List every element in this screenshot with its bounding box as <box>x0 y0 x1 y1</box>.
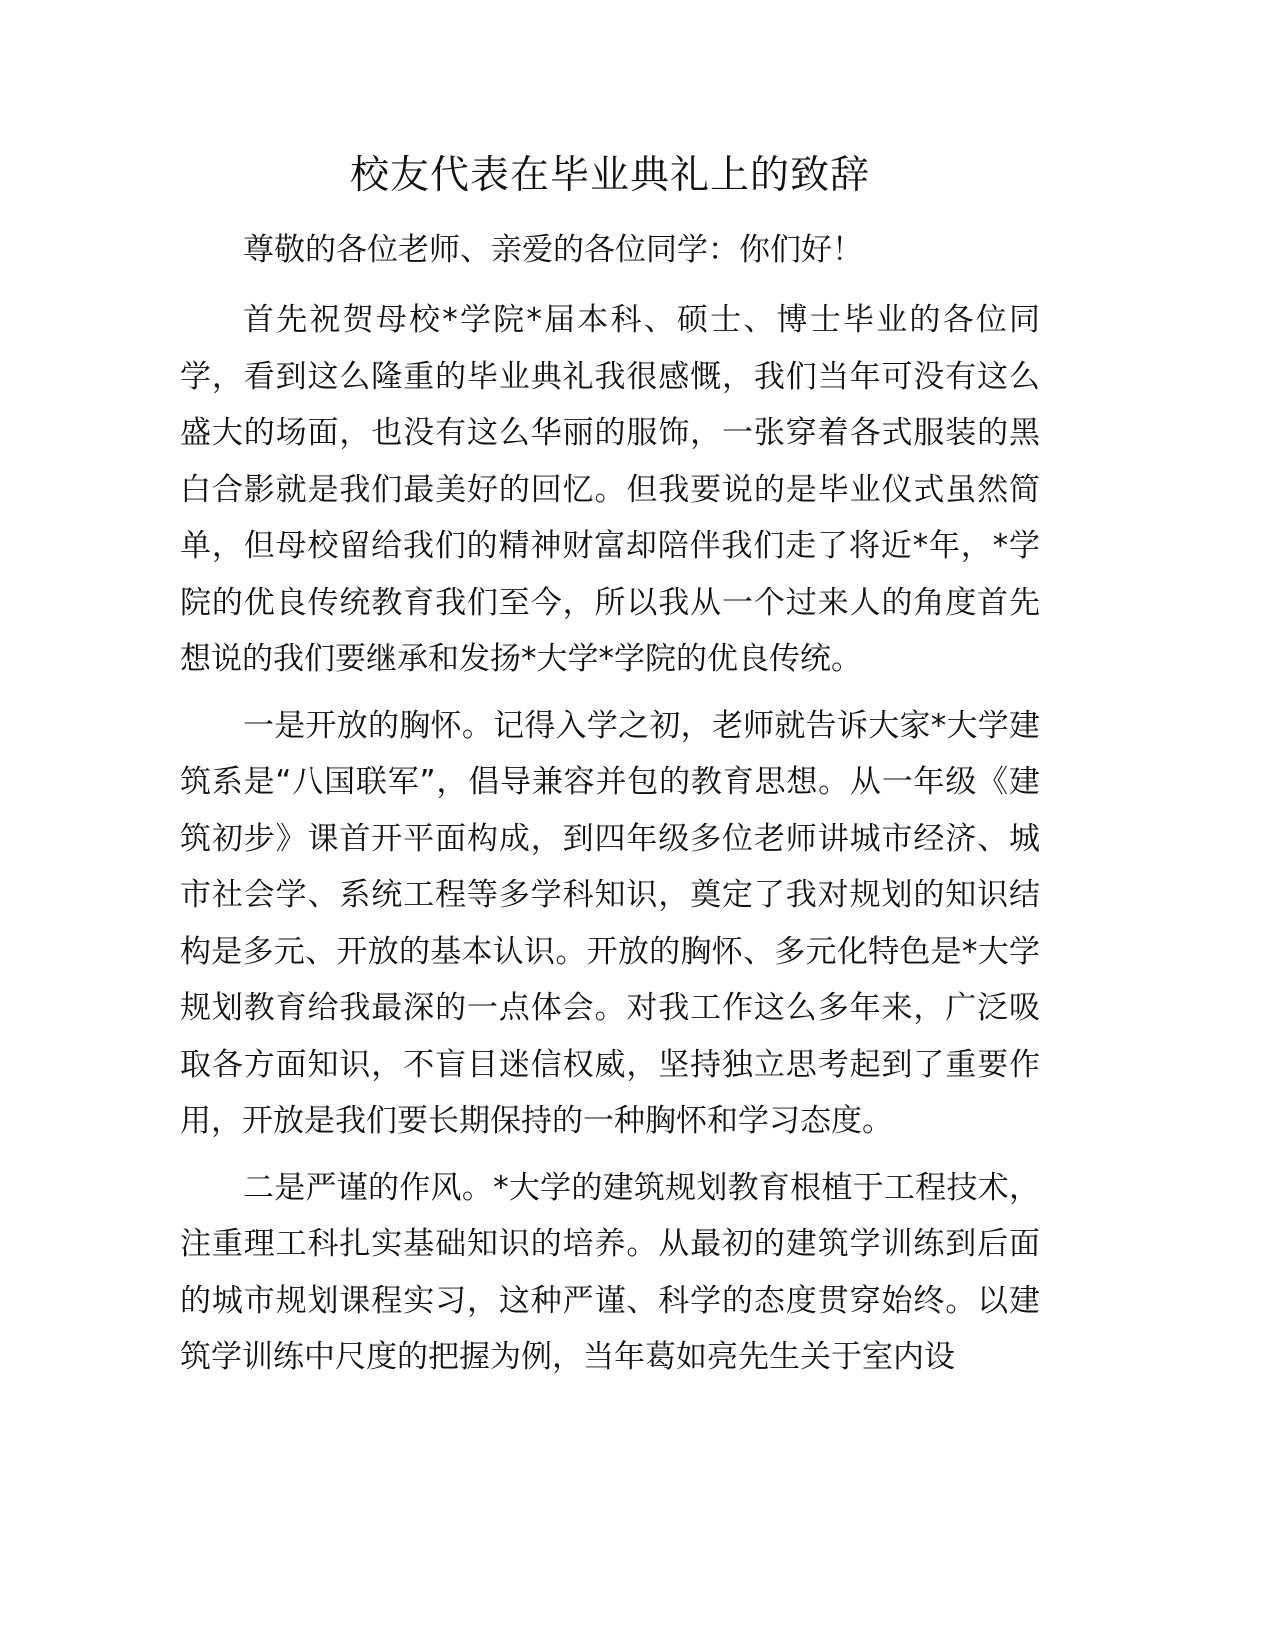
paragraph-open-mind: 一是开放的胸怀。记得入学之初，老师就告诉大家*大学建筑系是“八国联军”，倡导兼容并包的教育思想。从一年级《建筑初步》课首开平面构成，到四年级多位老师讲城市经济、城市社会学、系统工程等多学科知识，奠定了我对规划的知识结构是多元、开放的基本认识。开放的胸怀、多元化特色是*大学规划教育给我最深的一点体会。对我工作这么多年来，广泛吸取各方面知识，不盲目迷信权威，坚持独立思考起到了重要作用，开放是我们要长期保持的一种胸怀和学习态度。 <box>180 707 1040 1139</box>
greeting-line: 尊敬的各位老师、亲爱的各位同学：你们好！ <box>243 232 863 268</box>
document-title: 校友代表在毕业典礼上的致辞 <box>349 153 870 198</box>
paragraph-rigorous-style: 二是严谨的作风。*大学的建筑规划教育根植于工程技术，注重理工科扎实基础知识的培养。从最初的建筑学训练到后面的城市规划课程实习，这种严谨、科学的态度贯穿始终。以建筑学训练中尺度的把握为例，当年葛如亮先生关于室内设 <box>180 1169 1040 1375</box>
paragraph-congratulations: 首先祝贺母校*学院*届本科、硕士、博士毕业的各位同学，看到这么隆重的毕业典礼我很感慨，我们当年可没有这么盛大的场面，也没有这么华丽的服饰，一张穿着各式服装的黑白合影就是我们最美好的回忆。但我要说的是毕业仪式虽然简单，但母校留给我们的精神财富却陪伴我们走了将近*年，*学院的优良传统教育我们至今，所以我从一个过来人的角度首先想说的我们要继承和发扬*大学*学院的优良传统。 <box>180 302 1040 677</box>
document-page <box>180 150 1040 1386</box>
